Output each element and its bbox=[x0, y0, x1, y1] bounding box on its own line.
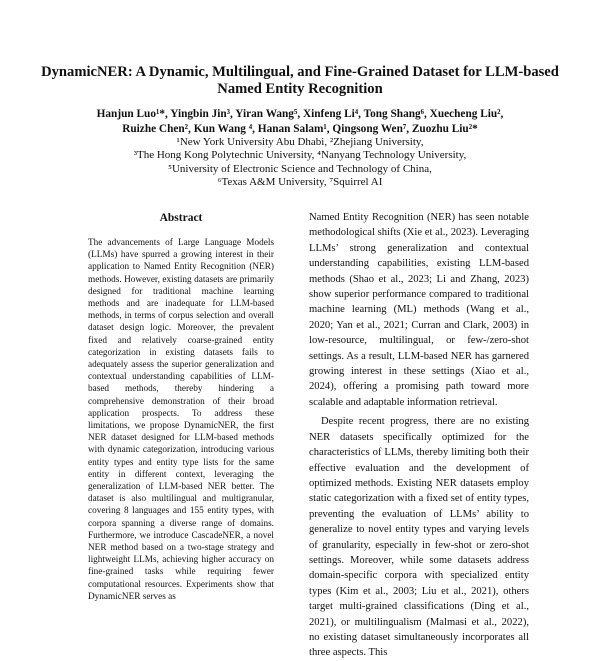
intro-paragraph: Named Entity Recognition (NER) has seen notable methodological shifts (Xie et al., 2023). Leveraging LLMs’ strong generalization and contextual understanding capabilities, existing LLM-based methods (Shao et al., 2023; Li and Zhang, 2023) show superior performance compared to traditional machine learning (ML) methods (Wang et al., 2020; Yan et al., 2021; Curran and Clark, 2003) in low-resource, multilingual, or few-/zero-shot settings. As a result, LLM-based NER has garnered growing interest in these settings (Xiao et al., 2024), offering a promising path toward more scalable and adaptable information retrieval. bbox=[309, 212, 529, 408]
paper-title: DynamicNER: A Dynamic, Multilingual, and Fine-Grained Dataset for LLM-based Named Entity Recognition bbox=[41, 64, 559, 97]
affiliations bbox=[30, 136, 570, 190]
author-line: Hanjun Luo¹*, Yingbin Jin³, Yiran Wang⁵, Xinfeng Li⁴, Tong Shang⁶, Xuecheng Liu², bbox=[96, 108, 504, 120]
introduction-column bbox=[309, 210, 529, 661]
intro-paragraph: Despite recent progress, there are no existing NER datasets specifically optimized for the characteristics of LLMs, thereby limiting both their effective evaluation and the development of optimized methods. Existing NER datasets employ static categorization with a fixed set of entity types, preventing the evaluation of LLMs’ ability to generalize to novel entity types and varying levels of granularity, especially in few-shot or zero-shot settings. Moreover, while some datasets address domain-specific corpora with specialized entity types (Kim et al., 2003; Liu et al., 2021), others target multi-grained classifications (Ding et al., 2021), or multilingualism (Malmasi et al., 2022), no existing dataset simultaneously incorporates all three aspects. This bbox=[309, 416, 529, 659]
author-line: Ruizhe Chen², Kun Wang ⁴, Hanan Salam¹, Qingsong Wen⁷, Zuozhu Liu²* bbox=[122, 123, 478, 135]
abstract-text: The advancements of Large Language Models (LLMs) have spurred a growing interest in their application to Named Entity Recognition (NER) methods. However, existing datasets are primarily designed for traditional machine learning methods and are inadequate for LLM-based methods, in terms of corpus selection and overall dataset design logic. Moreover, the prevalent fixed and relatively coarse-grained entity categorization in existing datasets fails to adequately assess the superior generalization and contextual understanding capabilities of LLM-based methods, thereby hindering a comprehensive demonstration of their broad application prospects. To address these limitations, we propose DynamicNER, the first NER dataset designed for LLM-based methods with dynamic categorization, introducing various entity types and entity type lists for the same entity in different context, leveraging the generalization of LLM-based NER better. The dataset is also multilingual and multigranular, covering 8 languages and 155 entity types, with corpora spanning a diverse range of domains. Furthermore, we introduce CascadeNER, a novel NER method based on a two-stage strategy and lightweight LLMs, achieving higher accuracy on fine-grained tasks while requiring fewer computational resources. Experiments show that DynamicNER serves as bbox=[88, 238, 274, 602]
affiliation-line: ³The Hong Kong Polytechnic University, ⁴Nanyang Technology University, bbox=[133, 149, 467, 162]
abstract-heading: Abstract bbox=[159, 212, 203, 224]
author-list bbox=[30, 107, 570, 137]
affiliation-line: ¹New York University Abu Dhabi, ²Zhejiang University, bbox=[176, 136, 424, 148]
affiliation-line: ⁵University of Electronic Science and Technology of China, bbox=[168, 162, 432, 175]
affiliation-line: ⁶Texas A&M University, ⁷Squirrel AI bbox=[217, 176, 383, 189]
